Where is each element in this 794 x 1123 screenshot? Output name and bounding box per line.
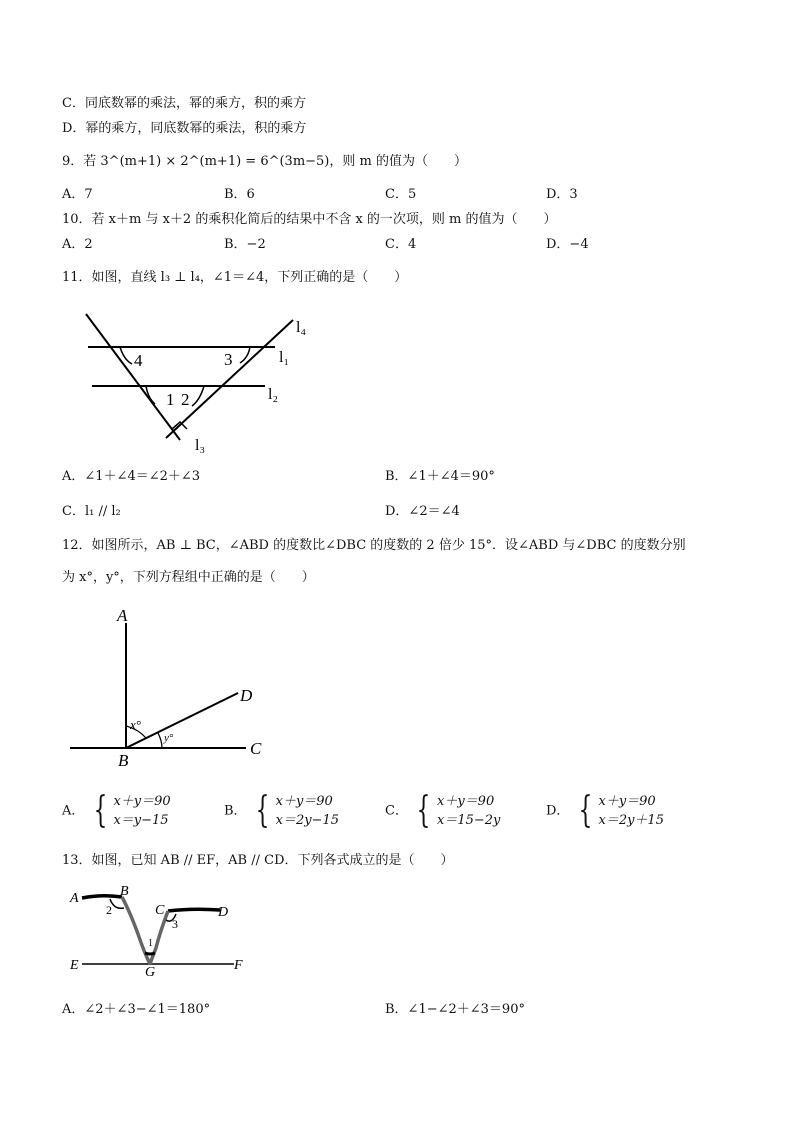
label-l4: l₄ [296, 319, 307, 336]
label-angle-2: 2 [106, 903, 112, 917]
figure-q12-angles [60, 605, 280, 775]
brace-icon: { [578, 790, 592, 831]
equation-row-1: x＋y＝90 [437, 794, 495, 809]
line-l3 [86, 314, 180, 440]
q11-option-b: B．∠1＋∠4＝90° [385, 469, 495, 484]
q9-option-a: A．7 [62, 187, 93, 202]
line-l4 [166, 320, 293, 438]
label-point-c: C [250, 739, 262, 758]
figure-q13-parallel [62, 884, 262, 976]
q11-option-c: C．l₁ // l₂ [62, 504, 121, 519]
equation-row-1: x＋y＝90 [113, 794, 171, 809]
option-c-prev: C．同底数幂的乘法，幂的乘方，积的乘方 [62, 96, 306, 111]
label-point-b: B [120, 884, 129, 899]
q12-option-a [62, 792, 171, 830]
brace-icon: { [93, 790, 107, 831]
q9-option-d: D．3 [546, 187, 578, 202]
label-angle-4: 4 [134, 351, 143, 370]
label-angle-3: 3 [224, 350, 233, 369]
q12-option-c [385, 792, 500, 830]
question-10-stem: 10．若 x＋m 与 x＋2 的乘积化简后的结果中不含 x 的一次项，则 m 的值为（ ） [62, 212, 557, 227]
brace-icon: { [416, 790, 431, 831]
q11-option-a: A．∠1＋∠4＝∠2＋∠3 [62, 469, 201, 484]
brace-icon: { [255, 790, 270, 831]
q10-option-c: C．4 [385, 237, 417, 252]
label-angle-1: 1 [166, 390, 175, 409]
ray-bd [126, 693, 238, 748]
equation-row-1: x＋y＝90 [275, 794, 333, 809]
equation-row-2: x＝15−2y [437, 813, 501, 828]
label-angle-1: 1 [148, 938, 153, 949]
question-13-stem: 13．如图，已知 AB // EF，AB // CD．下列各式成立的是（ ） [62, 853, 454, 868]
q11-option-d: D．∠2＝∠4 [385, 504, 460, 519]
equation-row-2: x＝2y＋15 [598, 813, 664, 828]
label-point-a: A [117, 606, 128, 625]
q13-option-b: B．∠1−∠2＋∠3＝90° [385, 1002, 525, 1017]
q12-option-a-label: A． [62, 803, 85, 819]
question-12-stem-line1: 12．如图所示，AB ⊥ BC，∠ABD 的度数比∠DBC 的度数的 2 倍少 15°．设∠ABD 与∠DBC 的度数分别 [62, 538, 686, 553]
label-point-g: G [145, 965, 156, 976]
label-point-e: E [70, 958, 79, 973]
q9-option-b: B．6 [224, 187, 255, 202]
q12-option-c-label: C． [385, 803, 408, 819]
arc-1 [145, 953, 155, 954]
equation-row-2: x＝y−15 [113, 813, 169, 828]
q10-option-d: D．−4 [546, 237, 589, 252]
label-point-a: A [70, 891, 79, 906]
label-l1: l₁ [279, 349, 290, 366]
q12-option-c-system [412, 792, 500, 830]
equation-row-2: x＝2y−15 [275, 813, 339, 828]
label-point-d: D [218, 905, 229, 920]
label-angle-3: 3 [172, 917, 178, 931]
q12-option-d-label: D． [546, 803, 570, 819]
label-angle-x: x° [130, 717, 141, 732]
q13-option-a: A．∠2＋∠3−∠1＝180° [62, 1002, 211, 1017]
option-d-prev: D．幂的乘方，同底数幂的乘法，积的乘方 [62, 121, 307, 136]
label-point-b: B [118, 751, 129, 770]
segment-ab [82, 896, 122, 898]
arc-y [158, 733, 162, 748]
q12-option-b-system [251, 792, 339, 830]
q12-option-b [224, 792, 339, 830]
angle-2-arc [192, 386, 204, 406]
q12-option-d-system [574, 792, 664, 830]
label-l2: l₂ [268, 386, 279, 403]
q10-option-b: B．−2 [224, 237, 266, 252]
equation-row-1: x＋y＝90 [598, 794, 656, 809]
label-point-d: D [240, 686, 253, 705]
label-l3: l₃ [195, 437, 206, 454]
q9-option-c: C．5 [385, 187, 417, 202]
q10-option-a: A．2 [62, 237, 93, 252]
label-angle-y: y° [164, 732, 174, 744]
figure-q11-lines [80, 308, 320, 458]
question-12-stem-line2: 为 x°，y°，下列方程组中正确的是（ ） [62, 570, 315, 585]
label-point-f: F [234, 958, 243, 973]
q12-option-d [546, 792, 664, 830]
q12-option-b-label: B． [224, 803, 247, 819]
question-11-stem: 11．如图，直线 l₃ ⊥ l₄，∠1＝∠4，下列正确的是（ ） [62, 270, 408, 285]
segment-cd [168, 909, 220, 911]
q12-option-a-system [89, 792, 171, 830]
label-point-c: C [155, 903, 165, 918]
label-angle-2: 2 [181, 390, 190, 409]
question-9-stem: 9．若 3^(m+1) × 2^(m+1) = 6^(3m−5)，则 m 的值为（ ） [62, 154, 467, 169]
